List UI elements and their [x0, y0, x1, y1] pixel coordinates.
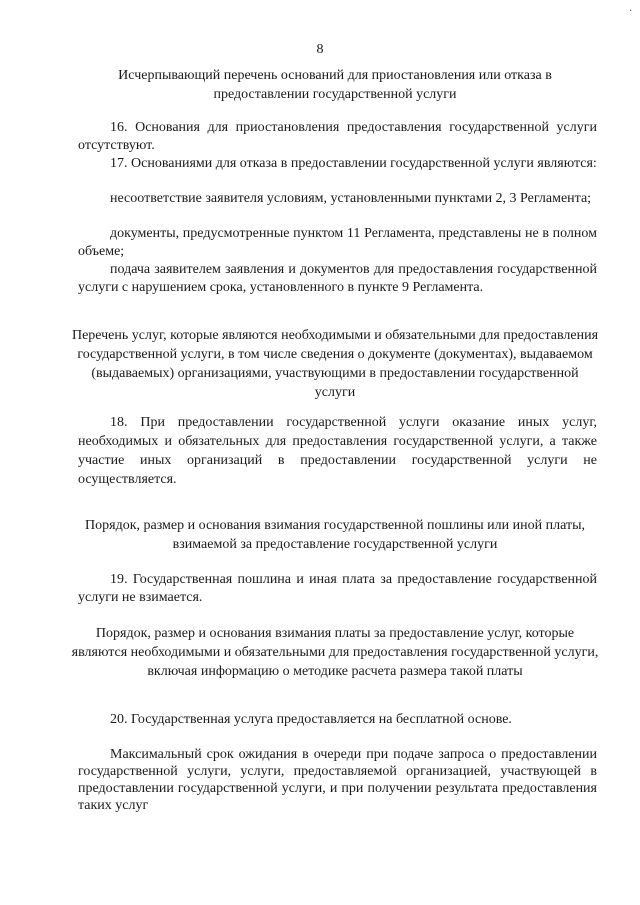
section-heading-fee-for-services: Порядок, размер и основания взимания платы за предоставление услуг, которые являются необходимыми и обязательными для предоставления государственной услуги, включая информацию о методике расчета размера такой платы [71, 626, 599, 679]
paragraph-waiting-time-heading: Максимальный срок ожидания в очереди при подаче запроса о предоставлении государственной услуги, услуги, предоставляемой организацией, участвующей в предоставлении государственной услуги, и при получении результата предоставления таких услуг [78, 747, 597, 813]
paragraph-17: 17. Основаниями для отказа в предоставлении государственной услуги являются: [110, 156, 597, 171]
paragraph-17-item-3: подача заявителем заявления и документов для предоставления государственной услуги с нарушением срока, установленного в пункте 9 Регламента. [78, 262, 597, 295]
section-heading-suspension-refusal: Исчерпывающий перечень оснований для приостановления или отказа в предоставлении государственной услуги [118, 68, 552, 102]
corner-mark: · [629, 6, 633, 17]
paragraph-19: 19. Государственная пошлина и иная плата за предоставление государственной услуги не взимается. [78, 572, 597, 605]
paragraph-20: 20. Государственная услуга предоставляется на бесплатной основе. [110, 712, 512, 727]
paragraph-16: 16. Основания для приостановления предоставления государственной услуги отсутствуют. [78, 120, 597, 153]
section-heading-required-services: Перечень услуг, которые являются необходимыми и обязательными для предоставления государственной услуги, в том числе сведения о документе (документах), выдаваемом (выдаваемых) организациями, участвующими в предоставлении государственной услуги [71, 328, 599, 400]
section-heading-state-fee: Порядок, размер и основания взимания государственной пошлины или иной платы, взимаемой за предоставление государственной услуги [85, 518, 585, 552]
paragraph-17-item-1: несоответствие заявителя условиям, установленными пунктами 2, 3 Регламента; [110, 191, 592, 206]
page-number: 8 [316, 42, 324, 57]
paragraph-17-item-2: документы, предусмотренные пунктом 11 Регламента, представлены не в полном объеме; [78, 226, 597, 259]
paragraph-18: 18. При предоставлении государственной услуги оказание иных услуг, необходимых и обязательных для предоставления государственной услуги, а также участие иных организаций в предоставлении государственной услуги не осуществляется. [78, 415, 597, 487]
